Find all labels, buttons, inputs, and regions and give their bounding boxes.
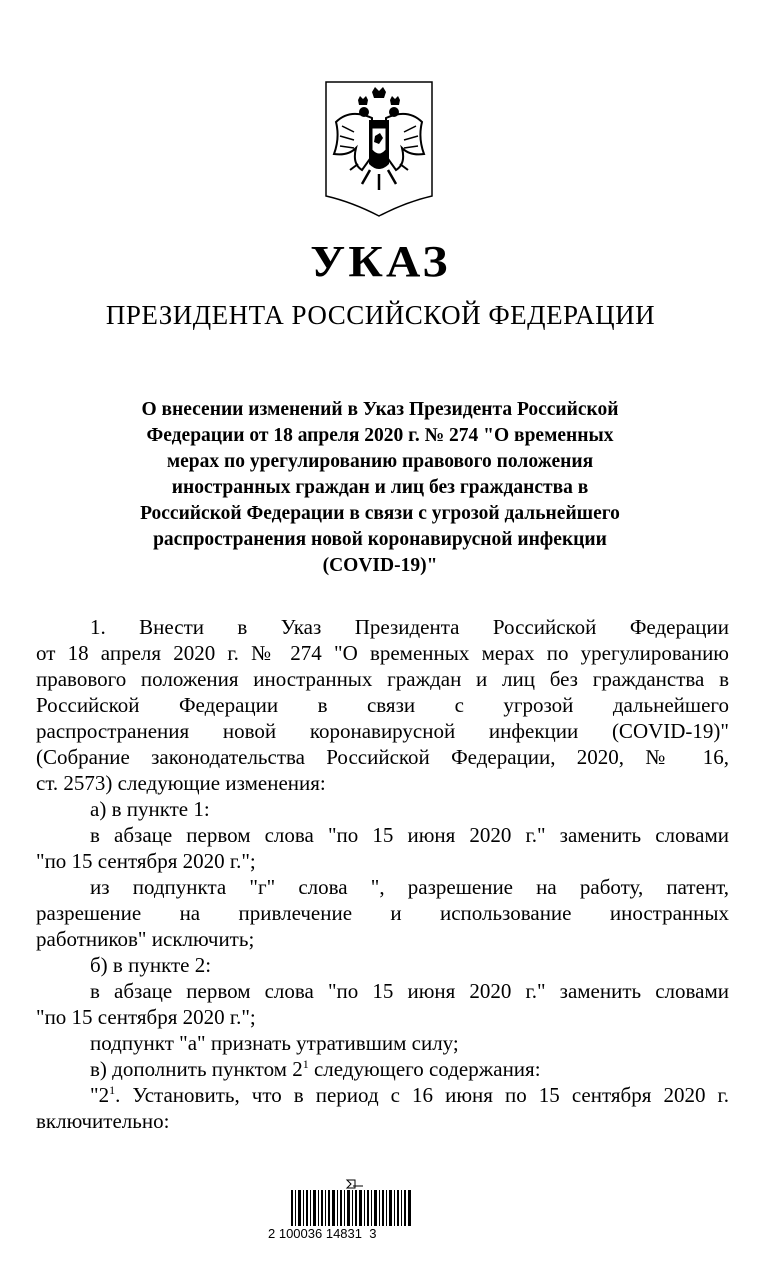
body-line: из подпункта "г" слова ", разрешение на работу, патент, [90,875,729,899]
body-line: (Собрание законодательства Российской Федерации, 2020, № 16, [36,745,729,769]
coat-of-arms-emblem [322,78,436,218]
text-fragment: "2 [90,1083,110,1107]
decree-heading [90,397,670,579]
subitem-a-header: а) в пункте 1: [90,797,210,821]
text-fragment: . Установить, что в период с 16 июня по 15 сентября 2020 г. [115,1083,729,1107]
heading-line: распространения новой коронавирусной инфекции [153,529,607,550]
body-line: ст. 2573) следующие изменения: [36,771,326,795]
body-line: включительно: [36,1109,170,1133]
decree-body [36,614,729,1134]
document-subtitle: ПРЕЗИДЕНТА РОССИЙСКОЙ ФЕДЕРАЦИИ [105,300,656,330]
body-line: "по 15 сентября 2020 г."; [36,1005,256,1029]
body-line: в абзаце первом слова "по 15 июня 2020 г." заменить словами [90,979,729,1003]
document-title: УКАЗ [310,237,451,286]
heading-line: Российской Федерации в связи с угрозой дальнейшего [140,503,620,524]
heading-line: О внесении изменений в Указ Президента Российской [141,399,619,420]
body-line: подпункт "а" признать утратившим силу; [90,1031,459,1055]
body-line: 1. Внести в Указ Президента Российской Федерации [90,615,729,639]
body-line: Российской Федерации в связи с угрозой дальнейшего [36,693,729,717]
new-item-line [36,1082,729,1108]
text-fragment: в) дополнить пунктом 2 [90,1057,303,1081]
subitem-b-header: б) в пункте 2: [90,953,212,977]
heading-line: мерах по урегулированию правового положения [166,451,594,472]
superscript: 1 [302,1057,309,1071]
heading-line: Федерации от 18 апреля 2020 г. № 274 "О временных [146,425,614,446]
new-item-lead [90,1082,115,1108]
superscript: 1 [109,1083,116,1097]
body-line: разрешение на привлечение и использование иностранных [36,901,729,925]
body-line: в абзаце первом слова "по 15 июня 2020 г." заменить словами [90,823,729,847]
body-line: работников" исключить; [36,927,255,951]
text-fragment: следующего содержания: [308,1057,541,1081]
heading-line: иностранных граждан и лиц без гражданства в [171,477,589,498]
body-line: от 18 апреля 2020 г. № 274 "О временных мерах по урегулированию [36,641,729,665]
body-line: правового положения иностранных граждан и лиц без гражданства в [36,667,729,691]
body-line: "по 15 сентября 2020 г."; [36,849,256,873]
barcode-number: 2 100036 14831 3 [268,1226,377,1241]
subitem-c-line [36,1056,729,1082]
heading-line: (COVID-19)" [322,555,438,576]
body-line: распространения новой коронавирусной инфекции (COVID-19)" [36,719,729,743]
